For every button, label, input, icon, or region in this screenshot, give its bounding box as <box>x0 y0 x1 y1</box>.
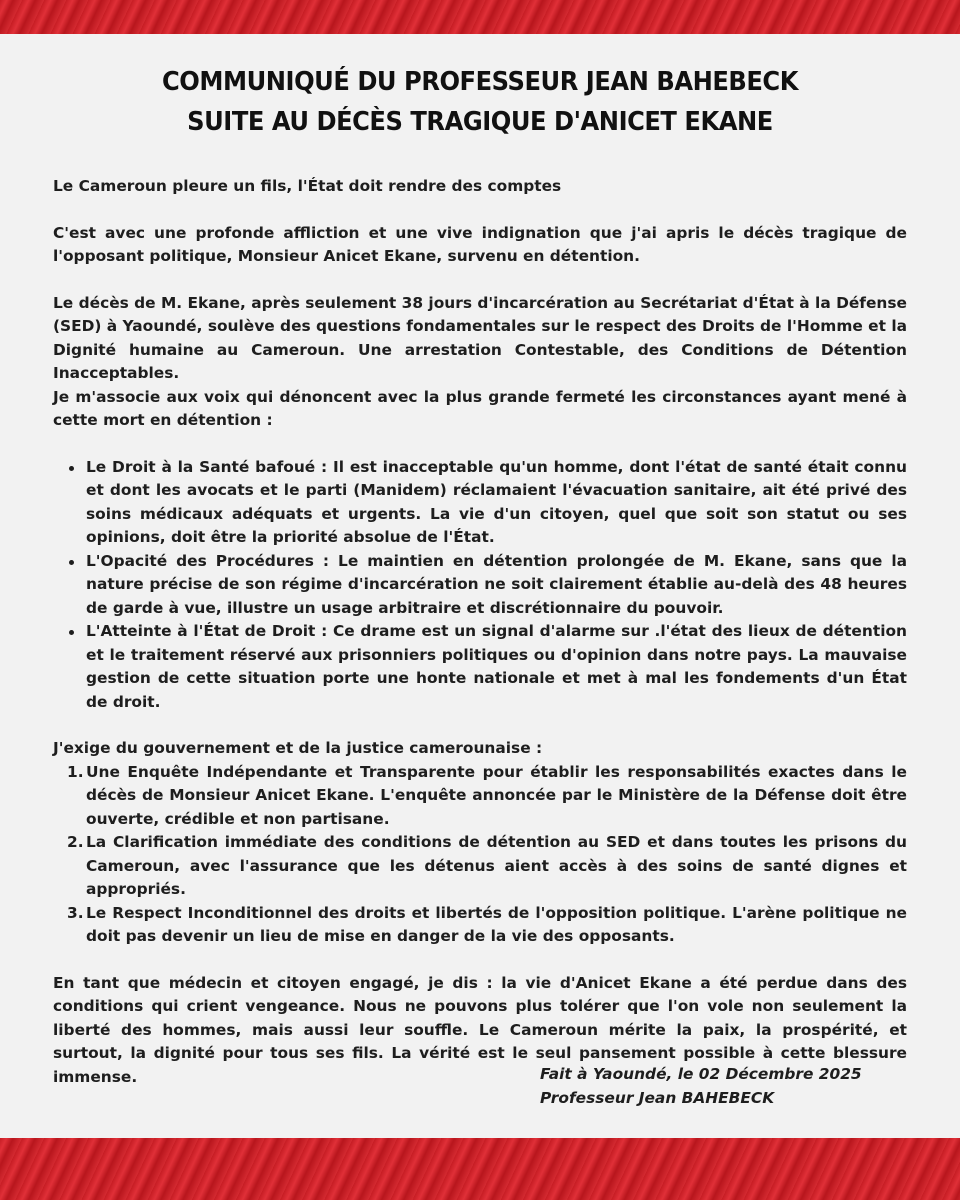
list-item-text: L'Opacité des Procédures : Le maintien en détention prolongée de M. Ekane, sans que la nature précise de son régime d'incarcération ne soit clairement établie au-delà des 48 heures de garde à vue, illustre un usage arbitraire et discrétionnaire du pouvoir. <box>86 551 907 617</box>
list-item-text: Le Respect Inconditionnel des droits et libertés de l'opposition politique. L'arène politique ne doit pas devenir un lieu de mise en danger de la vie des opposants. <box>86 903 907 945</box>
item-number: 2. <box>67 833 84 851</box>
intro-paragraph-1: C'est avec une profonde affliction et une vive indignation que j'ai apris le décès tragique de l'opposant politique, Monsieur Anicet Ekane, survenu en détention. <box>53 223 907 265</box>
headline: Le Cameroun pleure un fils, l'État doit rendre des comptes <box>53 177 562 195</box>
item-number: 1. <box>67 762 84 781</box>
top-red-band <box>0 0 960 34</box>
title-line-2: SUITE AU DÉCÈS TRAGIQUE D'ANICET EKANE <box>187 107 773 137</box>
title-line-1: COMMUNIQUÉ DU PROFESSEUR JEAN BAHEBECK <box>162 67 798 97</box>
list-item <box>53 761 907 832</box>
demands-heading: J'exige du gouvernement et de la justice camerounaise : <box>53 739 543 757</box>
signature-block <box>540 1063 862 1110</box>
list-item <box>53 831 907 902</box>
signature-place-date: Fait à Yaoundé, le 02 Décembre 2025 <box>540 1065 862 1083</box>
list-item <box>53 456 907 550</box>
list-item <box>53 550 907 621</box>
bullet-dot-icon <box>69 560 74 565</box>
list-item <box>53 902 907 949</box>
list-item-text: Le Droit à la Santé bafoué : Il est inacceptable qu'un homme, dont l'état de santé était connu et dont les avocats et le parti (Manidem) réclamaient l'évacuation sanitaire, ait été privé des soins médicaux adéquats et urgents. La vie d'un citoyen, quel que soit son statut ou ses opinions, doit être la priorité absolue de l'État. <box>86 457 907 546</box>
communique-sheet <box>0 34 960 1138</box>
list-item-text: La Clarification immédiate des conditions de détention au SED et dans toutes les prisons du Cameroun, avec l'assurance que les détenus aient accès à des soins de santé dignes et appropriés. <box>86 833 907 898</box>
bullet-dot-icon <box>69 466 74 471</box>
demands-list <box>53 761 907 949</box>
bottom-red-band <box>0 1138 960 1200</box>
page-title <box>34 62 927 142</box>
signature-name: Professeur Jean BAHEBECK <box>540 1088 775 1107</box>
grievance-list <box>53 456 907 715</box>
intro-paragraph-3: Je m'associe aux voix qui dénoncent avec la plus grande fermeté les circonstances ayant mené à cette mort en détention : <box>53 387 907 429</box>
intro-paragraph-2: Le décès de M. Ekane, après seulement 38 jours d'incarcération au Secrétariat d'État à la Défense (SED) à Yaoundé, soulève des questions fondamentales sur le respect des Droits de l'Homme et la Dignité humaine au Cameroun. Une arrestation Contestable, des Conditions de Détention Inacceptables. <box>53 293 907 382</box>
item-number: 3. <box>67 903 84 922</box>
list-item <box>53 620 907 714</box>
communique-body <box>53 175 907 1089</box>
list-item-text: Une Enquête Indépendante et Transparente pour établir les responsabilités exactes dans le décès de Monsieur Anicet Ekane. L'enquête annoncée par le Ministère de la Défense doit être ouverte, crédible et non partisane. <box>86 762 907 828</box>
bullet-dot-icon <box>69 630 74 635</box>
closing-paragraph: En tant que médecin et citoyen engagé, je dis : la vie d'Anicet Ekane a été perdue dans des conditions qui crient vengeance. Nous ne pouvons plus tolérer que l'on vole non seulement la liberté des hommes, mais aussi leur souffle. Le Cameroun mérite la paix, la prospérité, et surtout, la dignité pour tous ses fils. La vérité est le seul pansement possible à cette blessure immense. <box>53 973 907 1086</box>
list-item-text: L'Atteinte à l'État de Droit : Ce drame est un signal d'alarme sur .l'état des lieux de détention et le traitement réservé aux prisonniers politiques ou d'opinion dans notre pays. La mauvaise gestion de cette situation porte une honte nationale et met à mal les fondements d'un État de droit. <box>86 622 907 711</box>
